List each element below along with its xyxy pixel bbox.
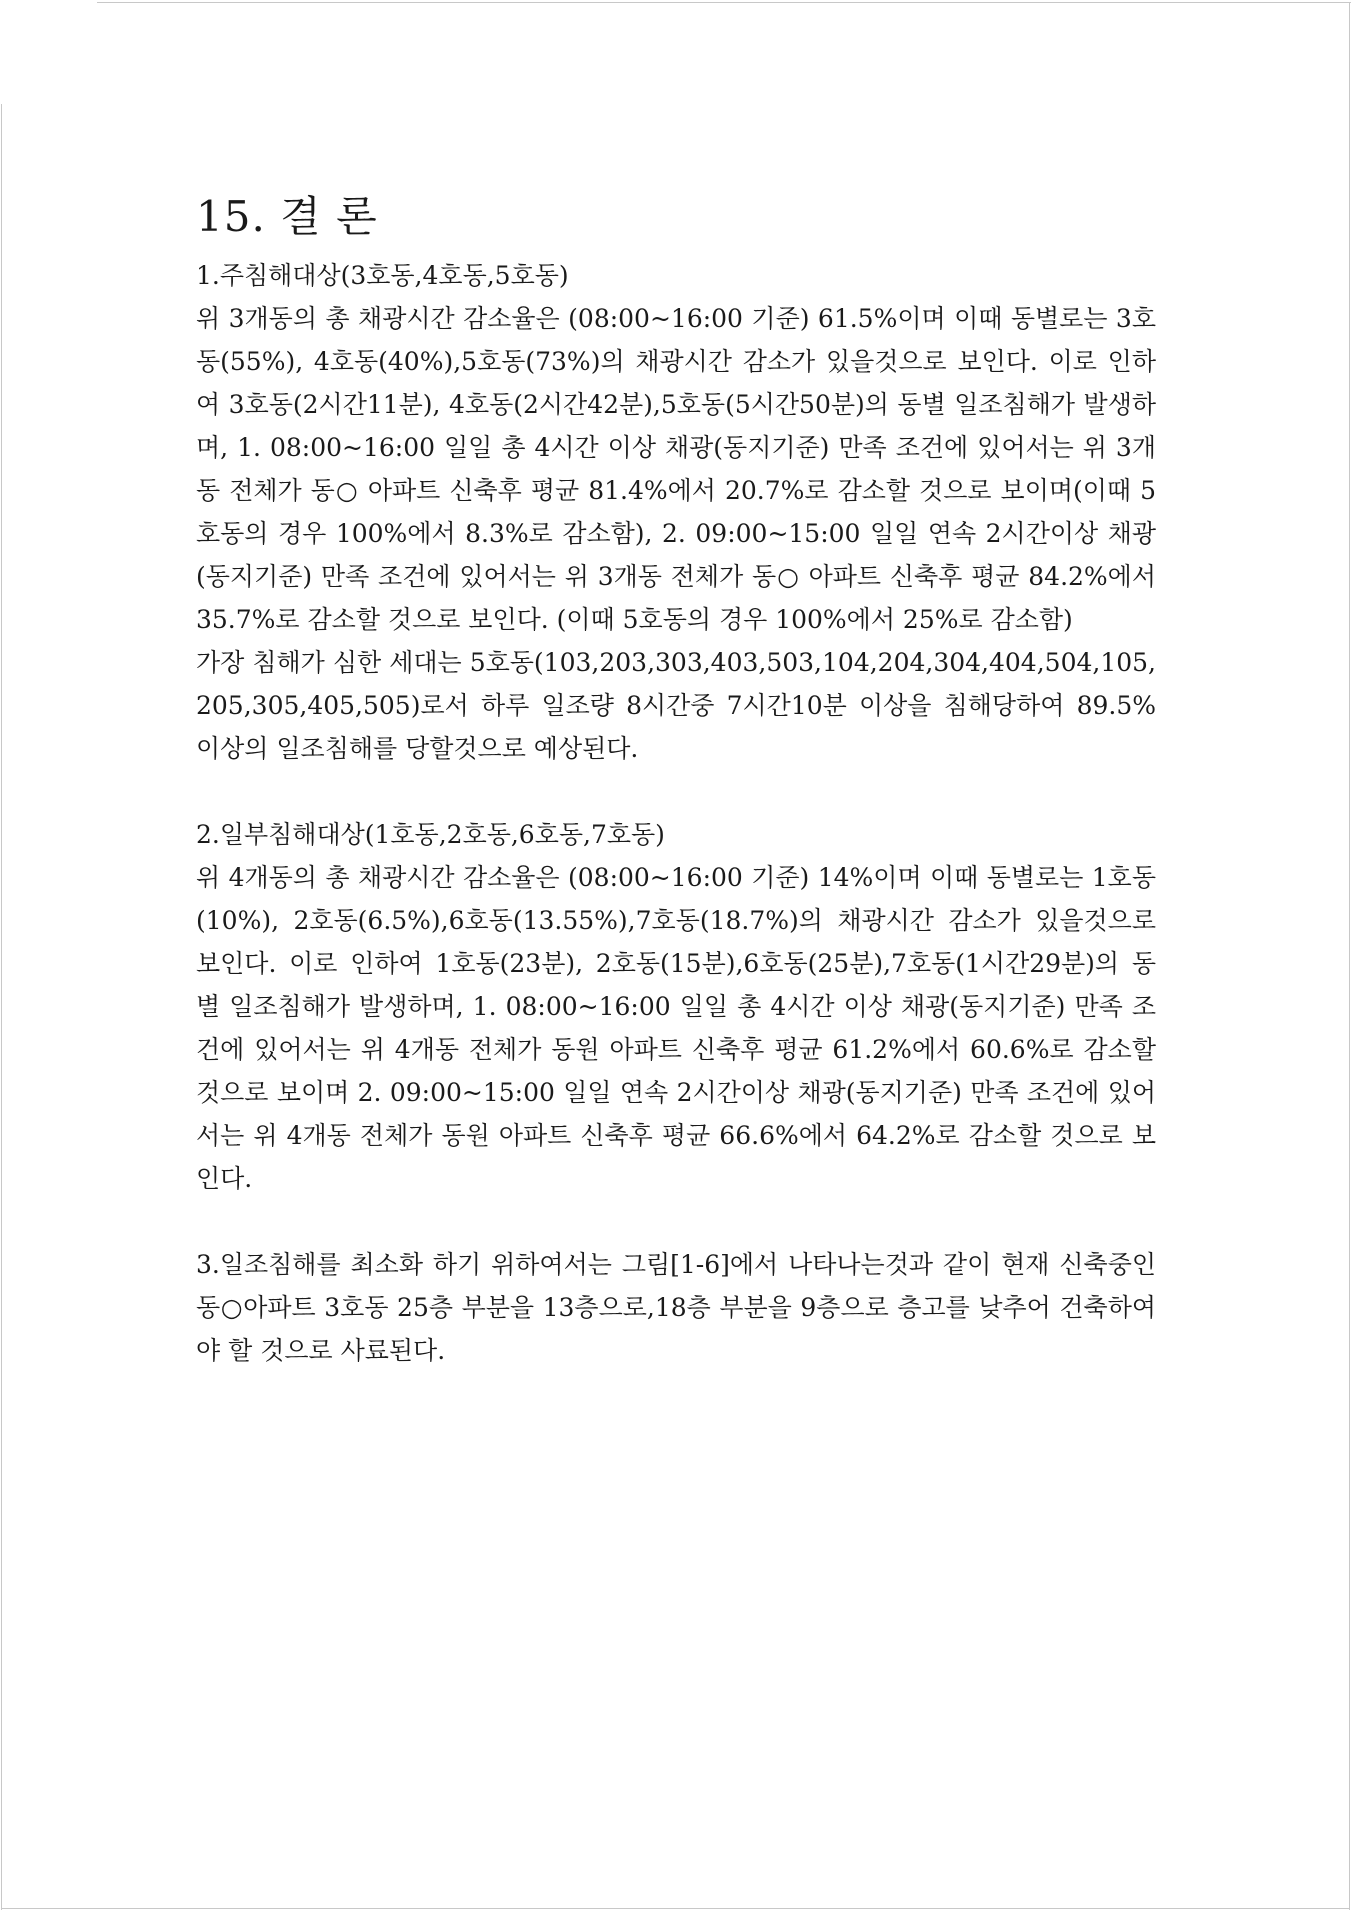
page-left-border [1,104,2,1910]
section-partial-damage [196,813,1156,1200]
section-main-damage [196,254,1156,770]
section-mitigation [196,1243,1156,1372]
section-heading: 1.주침해대상(3호동,4호동,5호동) [196,261,569,290]
paragraph-gap [196,1200,1156,1243]
section-heading: 2.일부침해대상(1호동,2호동,6호동,7호동) [196,820,665,849]
page-title: 15. 결 론 [196,192,378,241]
section-paragraph: 3.일조침해를 최소화 하기 위하여서는 그림[1-6]에서 나타나는것과 같이 현재 신축중인 동○아파트 3호동 25층 부분을 13층으로,18층 부분을 9층으로 층고를 낮추어 건축하여야 할 것으로 사료된다. [196,1250,1156,1365]
page-right-border [1349,2,1350,1910]
document-body [196,186,1156,1372]
section-paragraph: 위 4개동의 총 채광시간 감소율은 (08:00~16:00 기준) 14%이며 이때 동별로는 1호동(10%), 2호동(6.5%),6호동(13.55%),7호동(18.7%)의 채광시간 감소가 있을것으로 보인다. 이로 인하여 1호동(23분), 2호동(15분),6호동(25분),7호동(1시간29분)의 동별 일조침해가 발생하며, 1. 08:00~16:00 일일 총 4시간 이상 채광(동지기준) 만족 조건에 있어서는 위 4개동 전체가 동원 아파트 신축후 평균 61.2%에서 60.6%로 감소할 것으로 보이며 2. 09:00~15:00 일일 연속 2시간이상 채광(동지기준) 만족 조건에 있어서는 위 4개동 전체가 동원 아파트 신축후 평균 66.6%에서 64.2%로 감소할 것으로 보인다. [196,863,1156,1193]
page-bottom-border [1,1908,1350,1909]
paragraph-gap [196,770,1156,813]
section-paragraph: 가장 침해가 심한 세대는 5호동(103,203,303,403,503,104,204,304,404,504,105,205,305,405,505)로서 하루 일조량 8시간중 7시간10분 이상을 침해당하여 89.5% 이상의 일조침해를 당할것으로 예상된다. [196,648,1156,763]
section-paragraph: 위 3개동의 총 채광시간 감소율은 (08:00~16:00 기준) 61.5%이며 이때 동별로는 3호동(55%), 4호동(40%),5호동(73%)의 채광시간 감소가 있을것으로 보인다. 이로 인하여 3호동(2시간11분), 4호동(2시간42분),5호동(5시간50분)의 동별 일조침해가 발생하며, 1. 08:00~16:00 일일 총 4시간 이상 채광(동지기준) 만족 조건에 있어서는 위 3개동 전체가 동○ 아파트 신축후 평균 81.4%에서 20.7%로 감소할 것으로 보이며(이때 5호동의 경우 100%에서 8.3%로 감소함), 2. 09:00~15:00 일일 연속 2시간이상 채광(동지기준) 만족 조건에 있어서는 위 3개동 전체가 동○ 아파트 신축후 평균 84.2%에서 35.7%로 감소할 것으로 보인다. (이때 5호동의 경우 100%에서 25%로 감소함) [196,304,1156,634]
page-top-border [97,2,1351,3]
